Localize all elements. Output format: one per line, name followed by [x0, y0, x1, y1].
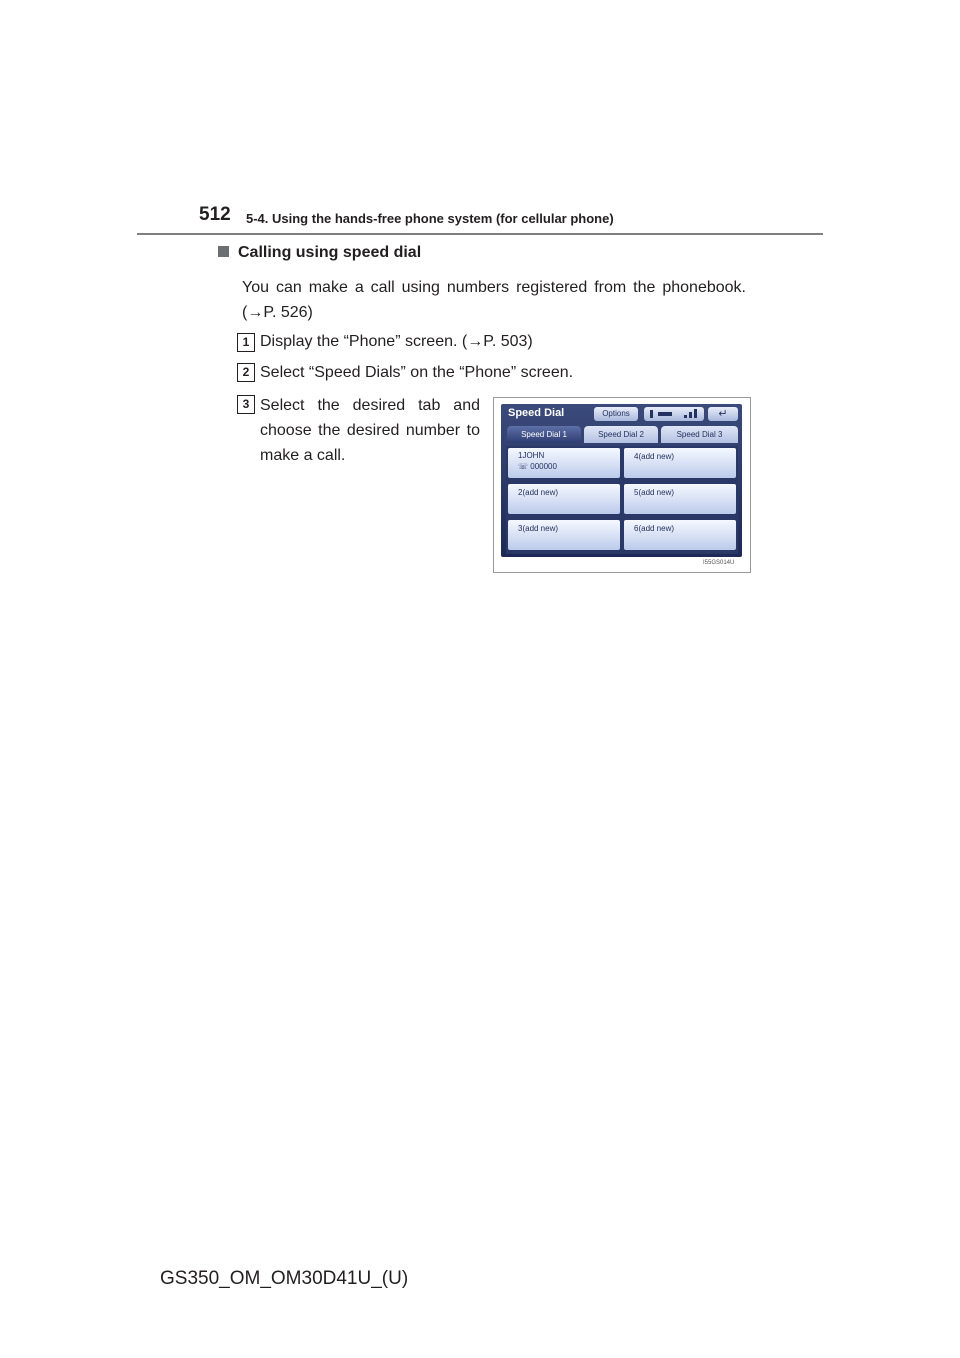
page-number: 512 — [199, 204, 231, 225]
image-code: I55GS014U — [703, 560, 735, 566]
subheading — [218, 244, 421, 262]
signal-bar-icon — [684, 415, 687, 418]
entry-label: 6(add new) — [634, 524, 675, 533]
speed-dial-screenshot — [493, 397, 751, 573]
entry-label: 2(add new) — [518, 488, 559, 497]
section-title: 5-4. Using the hands-free phone system (for cellular phone) — [246, 211, 614, 226]
speed-dial-entry[interactable] — [624, 520, 736, 550]
back-button[interactable]: ↵ — [708, 407, 738, 421]
phone-status-indicator — [644, 407, 704, 421]
screen-title: Speed Dial — [508, 407, 565, 419]
document-code: GS350_OM_OM30D41U_(U) — [160, 1268, 409, 1289]
speed-dial-entry[interactable] — [624, 448, 736, 478]
speed-dial-entry[interactable] — [508, 484, 620, 514]
speed-dial-entry[interactable] — [624, 484, 736, 514]
entry-label: 4(add new) — [634, 452, 675, 461]
speed-dial-entry[interactable] — [508, 448, 620, 478]
step-1-text: Display the “Phone” screen. (→P. 503) — [260, 333, 533, 350]
signal-bar-icon — [689, 412, 692, 418]
intro-paragraph: You can make a call using numbers registered from the phonebook. (→P. 526) — [242, 279, 746, 321]
square-bullet-icon — [218, 246, 229, 257]
tab-speed-dial-1[interactable]: Speed Dial 1 — [507, 426, 581, 443]
step-2-badge: 2 — [237, 363, 255, 382]
step-3-badge: 3 — [237, 395, 255, 414]
subheading-text: Calling using speed dial — [238, 244, 422, 261]
speed-dial-grid — [506, 446, 738, 554]
entry-label: 5(add new) — [634, 488, 675, 497]
entry-number: ☏ 000000 — [518, 462, 557, 471]
battery-level-icon — [658, 412, 672, 416]
speed-dial-entry[interactable] — [508, 520, 620, 550]
options-button[interactable]: Options — [594, 407, 638, 421]
signal-bar-icon — [694, 409, 697, 418]
step-2-text: Select “Speed Dials” on the “Phone” screen. — [260, 364, 574, 381]
battery-icon — [650, 410, 653, 418]
header-divider — [137, 233, 823, 235]
tab-speed-dial-3[interactable]: Speed Dial 3 — [661, 426, 738, 443]
step-3-text: Select the desired tab and choose the desired number to make a call. — [260, 397, 480, 464]
speed-dial-screen — [501, 404, 742, 557]
step-1-badge: 1 — [237, 333, 255, 352]
tab-speed-dial-2[interactable]: Speed Dial 2 — [584, 426, 658, 443]
entry-label: 1JOHN — [518, 451, 545, 460]
phone-icon: ☏ — [518, 462, 529, 471]
entry-label: 3(add new) — [518, 524, 559, 533]
